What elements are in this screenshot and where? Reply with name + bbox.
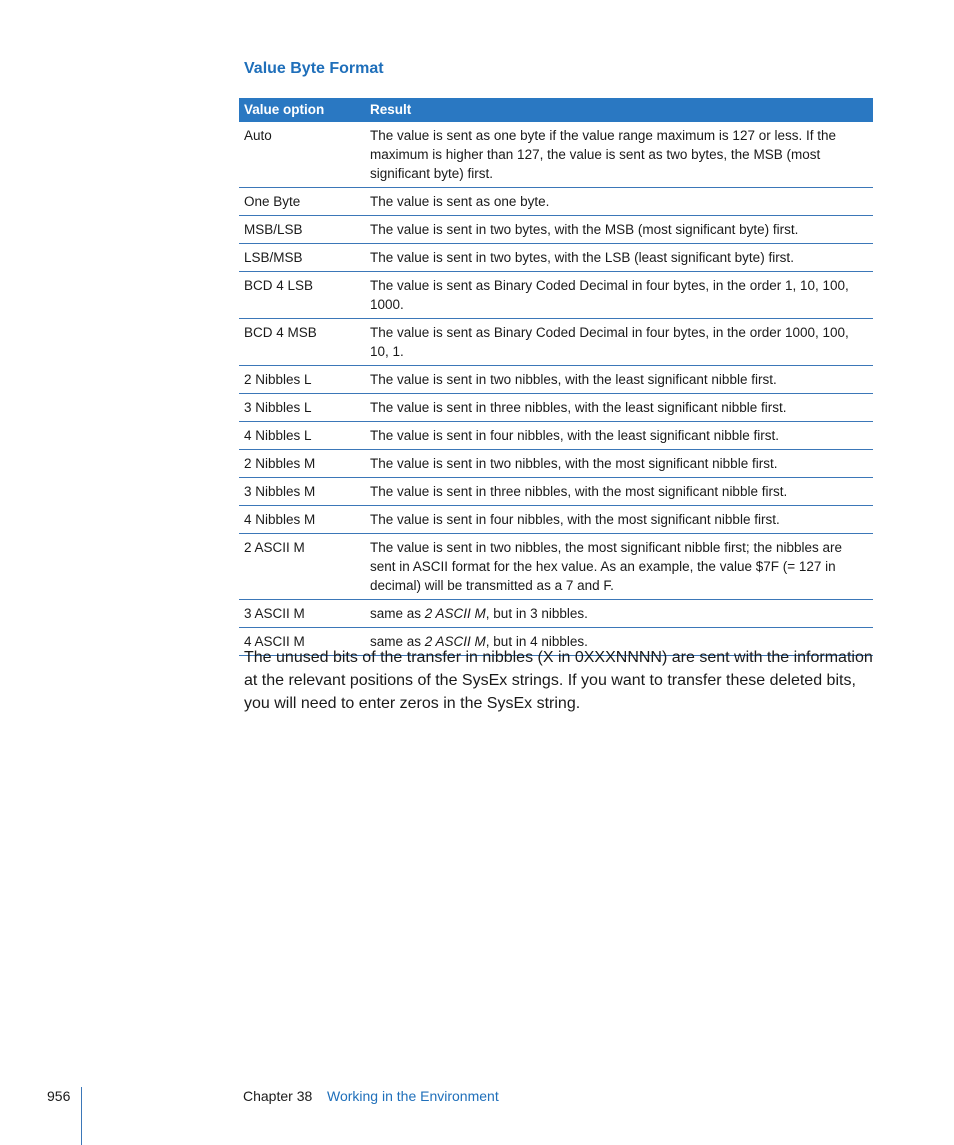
body-paragraph: The unused bits of the transfer in nibbles (X in 0XXXNNNN) are sent with the information at the relevant positions of the SysEx strings. If you want to transfer these deleted bits, you will need to enter zeros in the SysEx string. [244,649,873,712]
table-row [239,394,873,422]
result-cell: The value is sent in two bytes, with the LSB (least significant byte) first. [365,244,873,272]
table-row [239,216,873,244]
table-row [239,122,873,188]
table-row [239,478,873,506]
result-cell [365,600,873,628]
table-header-row [239,98,873,122]
result-prefix: same as [370,606,425,621]
result-cell: The value is sent as Binary Coded Decimal in four bytes, in the order 1000, 100, 10, 1. [365,319,873,366]
value-option-cell: 4 Nibbles M [239,506,365,534]
value-option-cell: 3 ASCII M [239,600,365,628]
result-cell: The value is sent as Binary Coded Decimal in four bytes, in the order 1, 10, 100, 1000. [365,272,873,319]
table-row [239,450,873,478]
table-row [239,534,873,600]
value-option-cell: MSB/LSB [239,216,365,244]
result-suffix: , but in 3 nibbles. [485,606,588,621]
value-option-cell: 4 ASCII M [239,628,365,656]
column-header-result: Result [365,98,873,122]
result-emphasis: 2 ASCII M [424,634,486,649]
table-row [239,188,873,216]
table-row [239,366,873,394]
value-option-cell: One Byte [239,188,365,216]
section-title: Value Byte Format [244,60,384,77]
result-cell: The value is sent as one byte if the value range maximum is 127 or less. If the maximum is higher than 127, the value is sent as two bytes, the MSB (most significant byte) first. [365,122,873,188]
table-row [239,319,873,366]
value-byte-format-table [239,98,873,656]
value-option-cell: BCD 4 MSB [239,319,365,366]
value-option-cell: 3 Nibbles L [239,394,365,422]
result-cell: The value is sent in three nibbles, with the least significant nibble first. [365,394,873,422]
table-row [239,506,873,534]
value-option-cell: LSB/MSB [239,244,365,272]
result-cell: The value is sent in three nibbles, with the most significant nibble first. [365,478,873,506]
value-option-cell: 3 Nibbles M [239,478,365,506]
result-cell: The value is sent in two nibbles, with the least significant nibble first. [365,366,873,394]
chapter-title-link[interactable]: Working in the Environment [327,1088,499,1104]
result-cell: The value is sent in two nibbles, the most significant nibble first; the nibbles are sent in ASCII format for the hex value. As an example, the value $7F (= 127 in decimal) will be transmitted as a 7 and F. [365,534,873,600]
value-option-cell: BCD 4 LSB [239,272,365,319]
result-cell: The value is sent in four nibbles, with the least significant nibble first. [365,422,873,450]
result-cell: The value is sent as one byte. [365,188,873,216]
column-header-value-option: Value option [239,98,365,122]
result-suffix: , but in 4 nibbles. [485,634,588,649]
result-emphasis: 2 ASCII M [424,606,486,621]
value-option-cell: 2 Nibbles L [239,366,365,394]
value-option-cell: 2 ASCII M [239,534,365,600]
result-cell: The value is sent in two bytes, with the MSB (most significant byte) first. [365,216,873,244]
table-row [239,422,873,450]
chapter-label: Chapter 38 [243,1088,313,1104]
value-option-cell: 2 Nibbles M [239,450,365,478]
result-cell: The value is sent in four nibbles, with the most significant nibble first. [365,506,873,534]
table-row [239,244,873,272]
result-prefix: same as [370,634,425,649]
value-option-cell: Auto [239,122,365,188]
result-cell: The value is sent in two nibbles, with the most significant nibble first. [365,450,873,478]
table-row [239,600,873,628]
page-number: 956 [47,1088,71,1104]
table-row [239,272,873,319]
footer-divider [81,1087,82,1145]
value-option-cell: 4 Nibbles L [239,422,365,450]
